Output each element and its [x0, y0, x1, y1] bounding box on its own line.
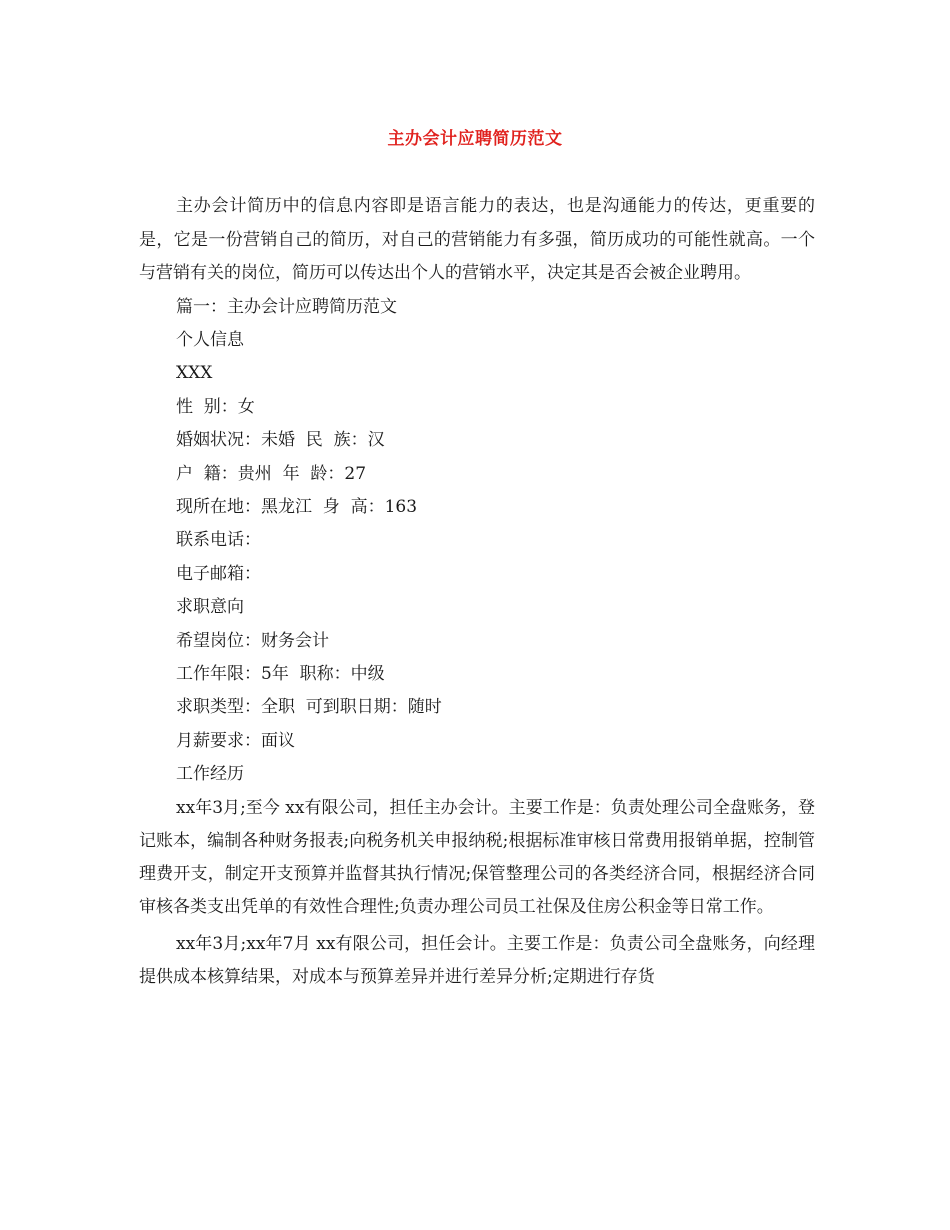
section-heading-article-one: 篇一：主办会计应聘简历范文: [176, 296, 397, 317]
field-hometown-age: 户 籍：贵州 年 龄：27: [176, 463, 367, 484]
intro-paragraph: 主办会计简历中的信息内容即是语言能力的表达，也是沟通能力的传达，更重要的是，它是一份营销自己的简历，对自己的营销能力有多强，简历成功的可能性就高。一个与营销有关的岗位，简历可以传达出个人的营销水平，决定其是否会被企业聘用。: [139, 196, 815, 283]
field-gender: 性 别：女: [176, 396, 255, 417]
field-marital-ethnicity: 婚姻状况：未婚 民 族：汉: [176, 430, 385, 451]
section-heading-job-intention: 求职意向: [176, 597, 244, 618]
field-salary: 月薪要求：面议: [176, 730, 295, 751]
field-location-height: 现所在地：黑龙江 身 高：163: [176, 496, 418, 517]
field-years-title: 工作年限：5年 职称：中级: [176, 663, 385, 684]
field-email: 电子邮箱：: [176, 563, 261, 584]
field-phone: 联系电话：: [176, 530, 261, 551]
section-heading-work-experience: 工作经历: [176, 764, 244, 785]
experience-paragraph-1: xx年3月;至今 xx有限公司，担任主办会计。主要工作是：负责处理公司全盘账务，登记账本，编制各种财务报表;向税务机关申报纳税;根据标准审核日常费用报销单据，控制管理费开支，制定开支预算并监督其执行情况;保管整理公司的各类经济合同，根据经济合同审核各类支出凭单的有效性合理性;负责办理公司员工社保及住房公积金等日常工作。: [139, 797, 815, 917]
field-job-type-start: 求职类型：全职 可到职日期：随时: [176, 697, 442, 718]
field-desired-position: 希望岗位：财务会计: [176, 630, 329, 651]
document-body: [139, 190, 815, 994]
experience-paragraph-2: xx年3月;xx年7月 xx有限公司，担任会计。主要工作是：负责公司全盘账务，向经理提供成本核算结果，对成本与预算差异并进行差异分析;定期进行存货: [139, 933, 815, 987]
section-heading-personal-info: 个人信息: [176, 329, 244, 350]
document-title: 主办会计应聘简历范文: [387, 129, 563, 149]
applicant-name: XXX: [176, 363, 213, 384]
